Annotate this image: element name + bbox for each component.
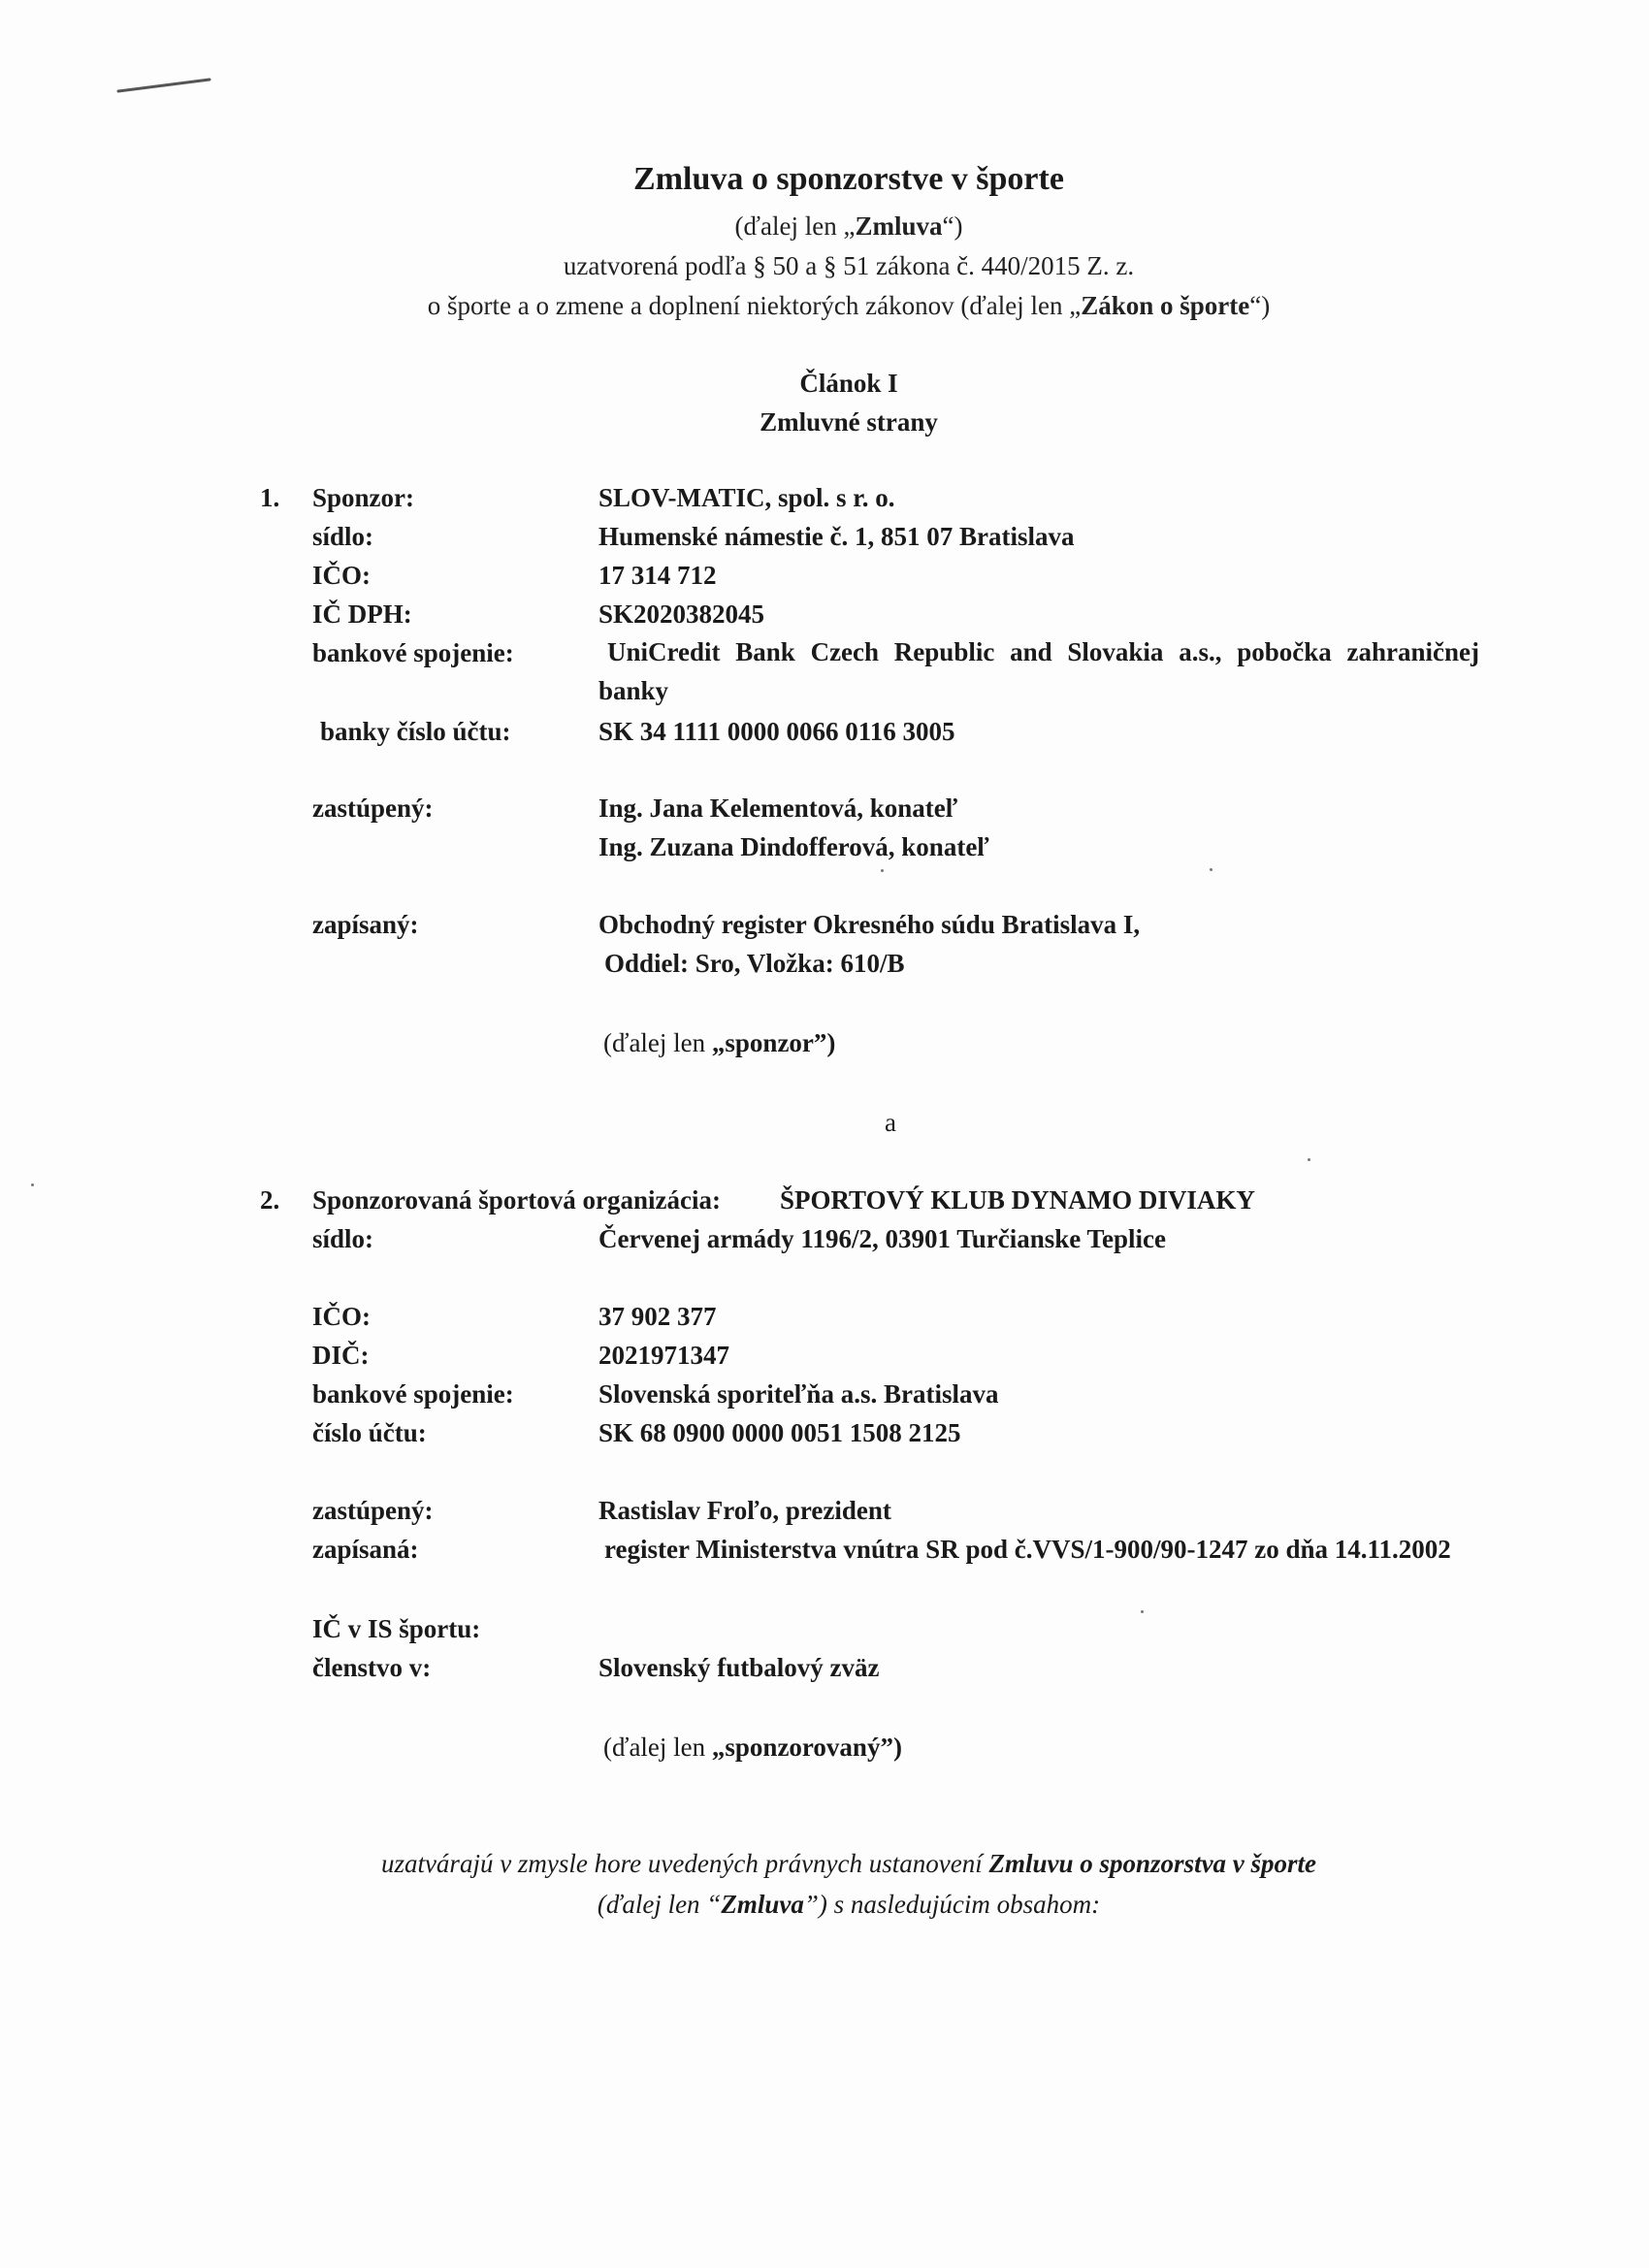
scan-speck	[1141, 1610, 1144, 1613]
scan-speck	[31, 1183, 34, 1186]
sponsored-seat-value: Červenej armády 1196/2, 03901 Turčianske Teplice	[598, 1224, 1167, 1253]
sponsored-account-value: SK 68 0900 0000 0051 1508 2125	[598, 1418, 961, 1447]
sponsor-account-label: banky číslo účtu:	[320, 717, 511, 746]
sponsored-account-label: číslo účtu:	[312, 1418, 427, 1447]
sponsored-bank-label: bankové spojenie:	[312, 1379, 514, 1409]
sponsored-membership-label: členstvo v:	[312, 1653, 432, 1682]
sponsored-registered-label: zapísaná:	[312, 1535, 419, 1564]
connector-a: a	[885, 1108, 896, 1137]
sponsored-dic-value: 2021971347	[598, 1341, 729, 1370]
sponsored-seat-label: sídlo:	[312, 1224, 374, 1253]
pen-stroke-mark	[116, 78, 213, 97]
sponsored-ico-value: 37 902 377	[598, 1302, 717, 1331]
sponsor-bank-value: UniCredit Bank Czech Republic and Slovakia a.s., pobočka zahraničnej banky	[598, 637, 1479, 705]
subtitle-line-3: o športe a o zmene a doplnení niektorých zákonov (ďalej len „Zákon o športe“)	[427, 291, 1271, 320]
closing-line-2: (ďalej len “Zmluva”) s nasledujúcim obsahom:	[597, 1890, 1101, 1919]
sponsor-account-value: SK 34 1111 0000 0066 0116 3005	[598, 717, 955, 746]
sponsor-number: 1.	[260, 483, 280, 512]
sponsored-dic-label: DIČ:	[312, 1341, 370, 1370]
sponsor-icdph-label: IČ DPH:	[312, 599, 412, 629]
sponsored-ico-label: IČO:	[312, 1302, 371, 1331]
contract-title: Zmluva o sponzorstve v športe	[633, 161, 1064, 197]
sponsor-registered-1: Obchodný register Okresného súdu Bratislava I,	[598, 910, 1141, 939]
sponsor-representative-2: Ing. Zuzana Dindofferová, konateľ	[598, 832, 989, 861]
sponsored-label: Sponzorovaná športová organizácia:	[312, 1185, 722, 1215]
sponsor-ico-label: IČO:	[312, 561, 371, 590]
sponsor-icdph-value: SK2020382045	[598, 599, 765, 629]
sponsor-seat-label: sídlo:	[312, 522, 374, 551]
sponsored-registered-value: register Ministerstva vnútra SR pod č.VVS/1-900/90-1247 zo dňa 14.11.2002	[604, 1535, 1451, 1564]
sponsored-bank-value: Slovenská sporiteľňa a.s. Bratislava	[598, 1379, 999, 1409]
closing-line-1: uzatvárajú v zmysle hore uvedených právnych ustanovení Zmluvu o sponzorstva v športe	[380, 1849, 1317, 1878]
sponsor-representative-label: zastúpený:	[312, 794, 434, 823]
sponsor-registered-2: Oddiel: Sro, Vložka: 610/B	[604, 949, 905, 978]
sponsor-representative-1: Ing. Jana Kelementová, konateľ	[598, 794, 958, 823]
sponsored-representative-label: zastúpený:	[312, 1496, 434, 1525]
sponsor-label: Sponzor:	[312, 483, 415, 512]
subtitle-line-2: uzatvorená podľa § 50 a § 51 zákona č. 440/2015 Z. z.	[563, 251, 1135, 280]
sponsored-name: ŠPORTOVÝ KLUB DYNAMO DIVIAKY	[780, 1185, 1255, 1215]
sponsored-representative-value: Rastislav Froľo, prezident	[598, 1496, 891, 1525]
sponsored-membership-value: Slovenský futbalový zväz	[598, 1653, 880, 1682]
sponsor-ico-value: 17 314 712	[598, 561, 717, 590]
subtitle-line-1: (ďalej len „Zmluva“)	[734, 211, 963, 241]
sponsor-seat-value: Humenské námestie č. 1, 851 07 Bratislava	[598, 522, 1075, 551]
scan-speck	[1210, 868, 1212, 871]
scan-speck	[1308, 1158, 1310, 1161]
sponsored-is-label: IČ v IS športu:	[312, 1614, 481, 1643]
sponsored-number: 2.	[260, 1185, 280, 1215]
sponsor-alias: (ďalej len „sponzor”)	[603, 1028, 836, 1057]
article-number: Článok I	[799, 369, 898, 398]
article-title: Zmluvné strany	[760, 407, 938, 437]
sponsored-alias: (ďalej len „sponzorovaný”)	[603, 1733, 902, 1762]
sponsor-registered-label: zapísaný:	[312, 910, 419, 939]
sponsor-bank-label: bankové spojenie:	[312, 638, 514, 667]
scan-speck	[881, 869, 884, 872]
sponsor-name: SLOV-MATIC, spol. s r. o.	[598, 483, 895, 512]
